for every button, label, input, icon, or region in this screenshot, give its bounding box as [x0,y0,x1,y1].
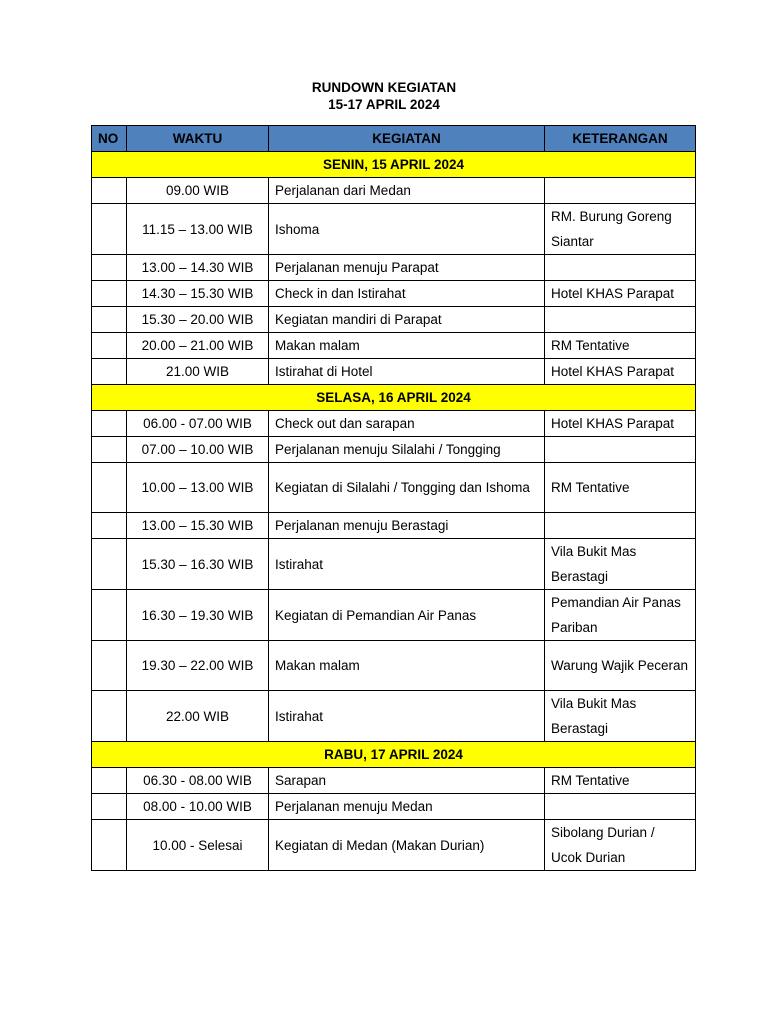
row-time: 14.30 – 15.30 WIB [127,281,269,307]
row-time: 16.30 – 19.30 WIB [127,590,269,641]
table-row [92,307,696,333]
row-activity: Kegiatan di Pemandian Air Panas [269,590,545,641]
row-note [545,513,696,539]
day-label: SELASA, 16 APRIL 2024 [92,385,696,411]
document-subtitle: 15-17 APRIL 2024 [328,97,440,112]
row-time: 13.00 – 15.30 WIB [127,513,269,539]
row-time: 10.00 – 13.00 WIB [127,463,269,513]
row-no [92,513,127,539]
row-note: RM. Burung Goreng Siantar [545,204,696,255]
row-no [92,437,127,463]
row-no [92,281,127,307]
row-time: 13.00 – 14.30 WIB [127,255,269,281]
row-no [92,691,127,742]
table-row [92,333,696,359]
row-note [545,255,696,281]
day-row [92,152,696,178]
row-no [92,768,127,794]
row-activity: Ishoma [269,204,545,255]
row-activity: Istirahat di Hotel [269,359,545,385]
row-no [92,463,127,513]
table-row [92,513,696,539]
row-activity: Istirahat [269,539,545,590]
row-activity: Check in dan Istirahat [269,281,545,307]
row-time: 22.00 WIB [127,691,269,742]
row-note: Vila Bukit Mas Berastagi [545,691,696,742]
row-note [545,437,696,463]
row-activity: Makan malam [269,333,545,359]
table-row [92,691,696,742]
row-activity: Sarapan [269,768,545,794]
day-row [92,385,696,411]
row-activity: Makan malam [269,641,545,691]
document-title: RUNDOWN KEGIATAN [311,80,457,95]
table-header-row [92,126,696,152]
table-row [92,820,696,871]
row-note: Vila Bukit Mas Berastagi [545,539,696,590]
row-time: 10.00 - Selesai [127,820,269,871]
row-time: 20.00 – 21.00 WIB [127,333,269,359]
row-time: 11.15 – 13.00 WIB [127,204,269,255]
table-row [92,641,696,691]
table-row [92,463,696,513]
header-no: NO [92,126,127,152]
row-time: 19.30 – 22.00 WIB [127,641,269,691]
row-no [92,359,127,385]
row-activity: Check out dan sarapan [269,411,545,437]
row-no [92,539,127,590]
row-note: Hotel KHAS Parapat [545,359,696,385]
row-no [92,411,127,437]
row-time: 08.00 - 10.00 WIB [127,794,269,820]
day-row [92,742,696,768]
row-activity: Perjalanan dari Medan [269,178,545,204]
row-no [92,820,127,871]
row-activity: Kegiatan di Medan (Makan Durian) [269,820,545,871]
row-no [92,590,127,641]
row-note: RM Tentative [545,463,696,513]
row-note [545,307,696,333]
table-row [92,437,696,463]
row-no [92,333,127,359]
table-row [92,281,696,307]
row-time: 21.00 WIB [127,359,269,385]
table-row [92,255,696,281]
table-row [92,768,696,794]
row-time: 06.00 - 07.00 WIB [127,411,269,437]
row-note [545,178,696,204]
row-activity: Kegiatan di Silalahi / Tongging dan Ishoma [269,463,545,513]
row-note: RM Tentative [545,768,696,794]
header-activity: KEGIATAN [269,126,545,152]
row-time: 15.30 – 16.30 WIB [127,539,269,590]
row-note [545,794,696,820]
row-activity: Istirahat [269,691,545,742]
table-row [92,411,696,437]
table-row [92,590,696,641]
header-note: KETERANGAN [545,126,696,152]
row-note: Warung Wajik Peceran [545,641,696,691]
row-note: Hotel KHAS Parapat [545,281,696,307]
table-row [92,204,696,255]
row-no [92,794,127,820]
row-time: 15.30 – 20.00 WIB [127,307,269,333]
row-activity: Perjalanan menuju Parapat [269,255,545,281]
row-note: Hotel KHAS Parapat [545,411,696,437]
day-label: RABU, 17 APRIL 2024 [92,742,696,768]
row-no [92,255,127,281]
table-row [92,359,696,385]
row-time: 07.00 – 10.00 WIB [127,437,269,463]
row-note: RM Tentative [545,333,696,359]
row-activity: Perjalanan menuju Berastagi [269,513,545,539]
table-row [92,178,696,204]
row-time: 09.00 WIB [127,178,269,204]
table-row [92,539,696,590]
row-no [92,641,127,691]
row-note: Pemandian Air Panas Pariban [545,590,696,641]
row-no [92,307,127,333]
row-activity: Kegiatan mandiri di Parapat [269,307,545,333]
day-label: SENIN, 15 APRIL 2024 [92,152,696,178]
schedule-table [91,125,696,871]
table-row [92,794,696,820]
row-activity: Perjalanan menuju Silalahi / Tongging [269,437,545,463]
row-note: Sibolang Durian / Ucok Durian [545,820,696,871]
row-no [92,178,127,204]
row-activity: Perjalanan menuju Medan [269,794,545,820]
row-no [92,204,127,255]
header-time: WAKTU [127,126,269,152]
row-time: 06.30 - 08.00 WIB [127,768,269,794]
